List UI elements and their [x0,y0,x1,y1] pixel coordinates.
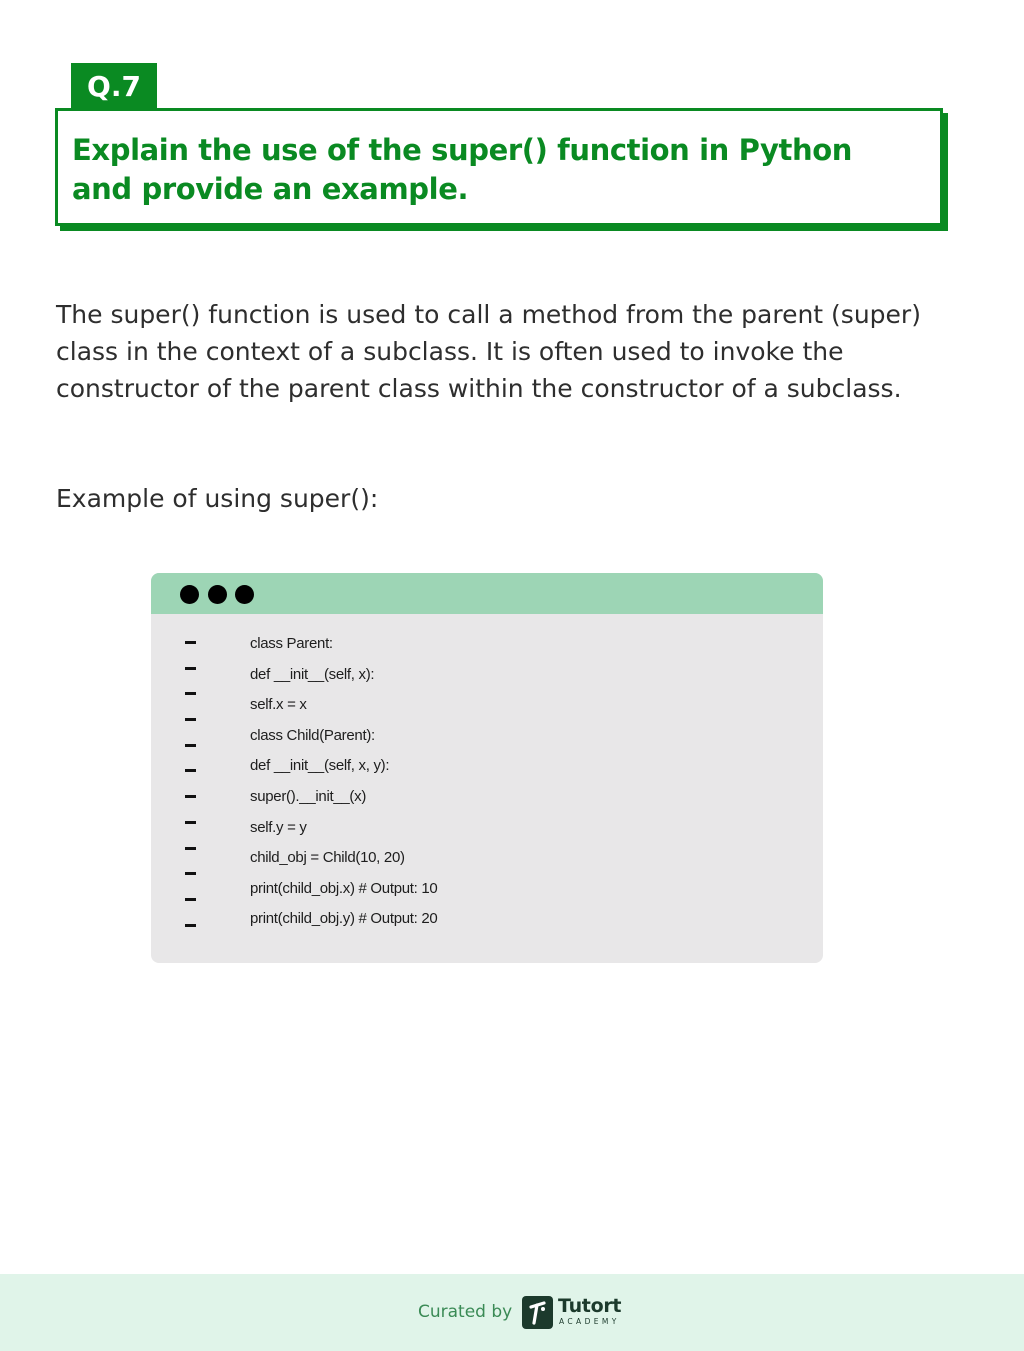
line-marker-icon [185,744,196,747]
brand-name: Tutort [558,1295,622,1317]
line-marker-icon [185,667,196,670]
code-line: super().__init__(x) [250,787,367,805]
line-marker-icon [185,769,196,772]
line-marker-icon [185,641,196,644]
brand-subtitle: ACADEMY [559,1317,620,1326]
line-marker-icon [185,718,196,721]
line-marker-icon [185,872,196,875]
footer [0,1274,1024,1351]
code-line: child_obj = Child(10, 20) [250,849,405,867]
window-dot-icon [235,585,254,604]
line-marker-icon [185,898,196,901]
question-number-badge: Q.7 [71,63,157,109]
code-line: print(child_obj.y) # Output: 20 [250,910,438,928]
code-line: print(child_obj.x) # Output: 10 [250,879,438,897]
code-line: self.y = y [250,818,307,836]
code-gutter [185,641,197,949]
window-dot-icon [180,585,199,604]
code-line: class Child(Parent): [250,726,375,744]
line-marker-icon [185,924,196,927]
line-marker-icon [185,692,196,695]
line-marker-icon [185,821,196,824]
code-window-header [151,573,823,614]
line-marker-icon [185,795,196,798]
example-label: Example of using super(): [56,484,379,513]
answer-paragraph: The super() function is used to call a method from the parent (super) class in the context of a subclass. It is often used to invoke the constructor of the parent class within the constructor of a subclass. [56,300,921,403]
curated-by-text: Curated by [418,1302,513,1322]
code-line: self.x = x [250,696,307,714]
window-dot-icon [208,585,227,604]
question-title: Explain the use of the super() function in Python and provide an example. [72,133,852,206]
code-window [151,573,823,963]
line-marker-icon [185,847,196,850]
code-line: class Parent: [250,635,333,652]
code-line: def __init__(self, x, y): [250,757,390,775]
tutort-logo-icon [522,1296,553,1329]
question-box [55,108,943,226]
code-line: def __init__(self, x): [250,665,375,683]
code-block [250,635,437,941]
